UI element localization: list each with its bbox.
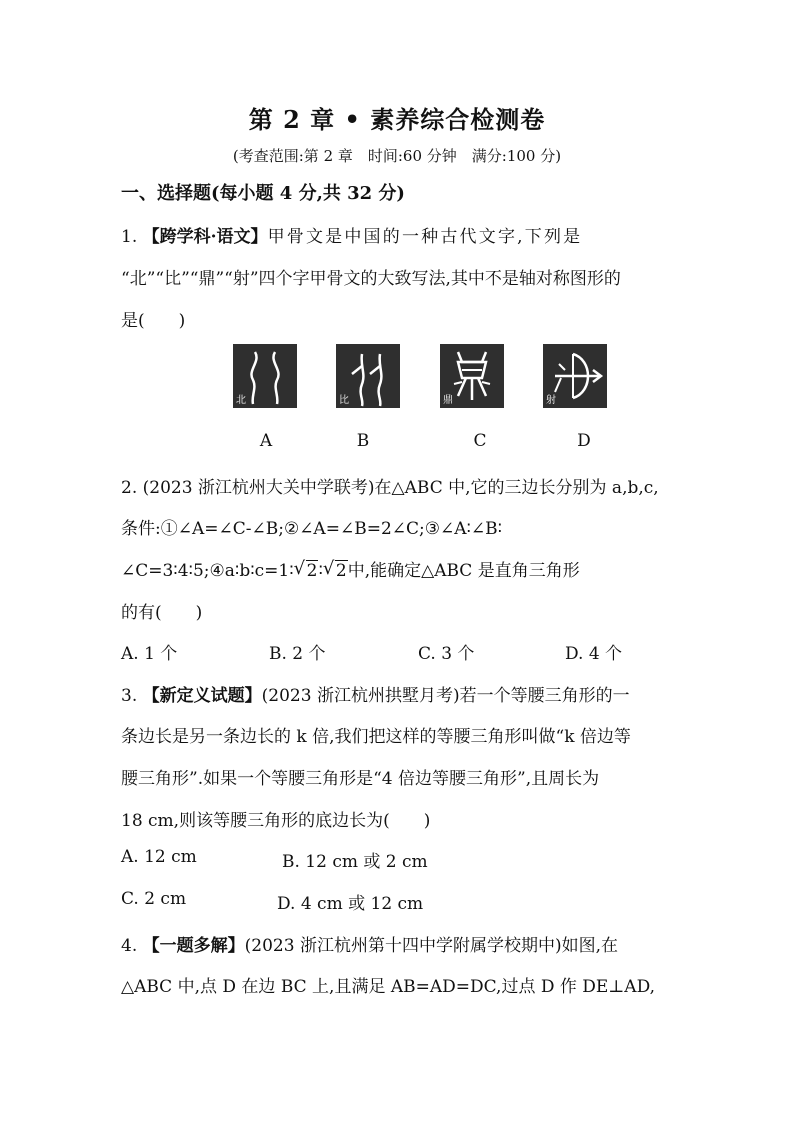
section-heading: 一、选择题(每小题 4 分,共 32 分) xyxy=(121,183,405,204)
q2-line4: 的有( ) xyxy=(121,603,203,623)
q2-option-c: C. 3 个 xyxy=(418,644,475,664)
q1-line3: 是( ) xyxy=(121,311,186,331)
q2-option-a: A. 1 个 xyxy=(121,644,178,664)
q3-tag: 【新定义试题】 xyxy=(142,686,262,706)
option-c-label: C xyxy=(473,431,487,451)
q1-tag: 【跨学科·语文】 xyxy=(142,227,268,247)
q3-line3: 腰三角形”.如果一个等腰三角形是“4 倍边等腰三角形”,且周长为 xyxy=(121,769,600,789)
q1-number: 1. xyxy=(121,227,138,247)
q1-line2: “北”“比”“鼎”“射”四个字甲骨文的大致写法,其中不是轴对称图形的 xyxy=(121,269,621,289)
figure-char-label: 北 xyxy=(236,395,246,406)
q2-line1: 2. (2023 浙江杭州大关中学联考)在△ABC 中,它的三边长分别为 a,b,c, xyxy=(121,478,659,498)
q2-line3-part1: ∠C=3∶4∶5;④a∶b∶c=1∶ xyxy=(121,561,294,581)
sqrt-two-2: √ 2 xyxy=(323,561,348,581)
q1-line1 xyxy=(121,222,582,247)
q3-line2: 条边长是另一条边长的 k 倍,我们把这样的等腰三角形叫做“k 倍边等 xyxy=(121,727,631,747)
option-a-label: A xyxy=(259,431,273,451)
oracle-bone-bei-image xyxy=(233,344,297,408)
oracle-bone-she-image xyxy=(543,344,607,408)
q1-text: 甲骨文是中国的一种古代文字,下列是 xyxy=(267,227,583,247)
q3-number: 3. xyxy=(121,686,138,706)
q2-option-d: D. 4 个 xyxy=(565,644,623,664)
q3-text: (2023 浙江杭州拱墅月考)若一个等腰三角形的一 xyxy=(261,686,630,706)
q3-option-b: B. 12 cm 或 2 cm xyxy=(282,852,428,872)
figure-char-label: 鼎 xyxy=(443,395,453,406)
q4-line1 xyxy=(121,931,618,956)
figure-char-label: 比 xyxy=(339,395,349,406)
exam-scope: (考查范围:第 2 章 时间:60 分钟 满分:100 分) xyxy=(232,147,562,165)
q4-tag: 【一题多解】 xyxy=(142,936,245,956)
q3-option-a: A. 12 cm xyxy=(121,847,197,867)
q4-number: 4. xyxy=(121,936,138,956)
page-title: 第 2 章 • 素养综合检测卷 xyxy=(248,105,546,134)
option-d-label: D xyxy=(577,431,591,451)
q4-line2: △ABC 中,点 D 在边 BC 上,且满足 AB=AD=DC,过点 D 作 DE⊥AD, xyxy=(121,977,656,997)
q4-text: (2023 浙江杭州第十四中学附属学校期中)如图,在 xyxy=(244,936,618,956)
q2-line2: 条件:①∠A=∠C-∠B;②∠A=∠B=2∠C;③∠A∶∠B∶ xyxy=(121,519,503,539)
option-b-label: B xyxy=(356,431,370,451)
q2-line3 xyxy=(121,556,580,581)
q2-option-b: B. 2 个 xyxy=(269,644,326,664)
sqrt-two-1: √ 2 xyxy=(294,561,319,581)
figure-char-label: 射 xyxy=(546,395,556,406)
q2-ratio-sep: ∶ xyxy=(318,561,323,581)
q3-line4: 18 cm,则该等腰三角形的底边长为( ) xyxy=(121,811,431,831)
oracle-bone-ding-image xyxy=(440,344,504,408)
q3-option-c: C. 2 cm xyxy=(121,889,187,909)
q2-line3-part2: 中,能确定△ABC 是直角三角形 xyxy=(347,561,580,581)
q3-option-d: D. 4 cm 或 12 cm xyxy=(277,894,424,914)
q3-line1 xyxy=(121,681,630,706)
oracle-bone-bi-image xyxy=(336,344,400,408)
